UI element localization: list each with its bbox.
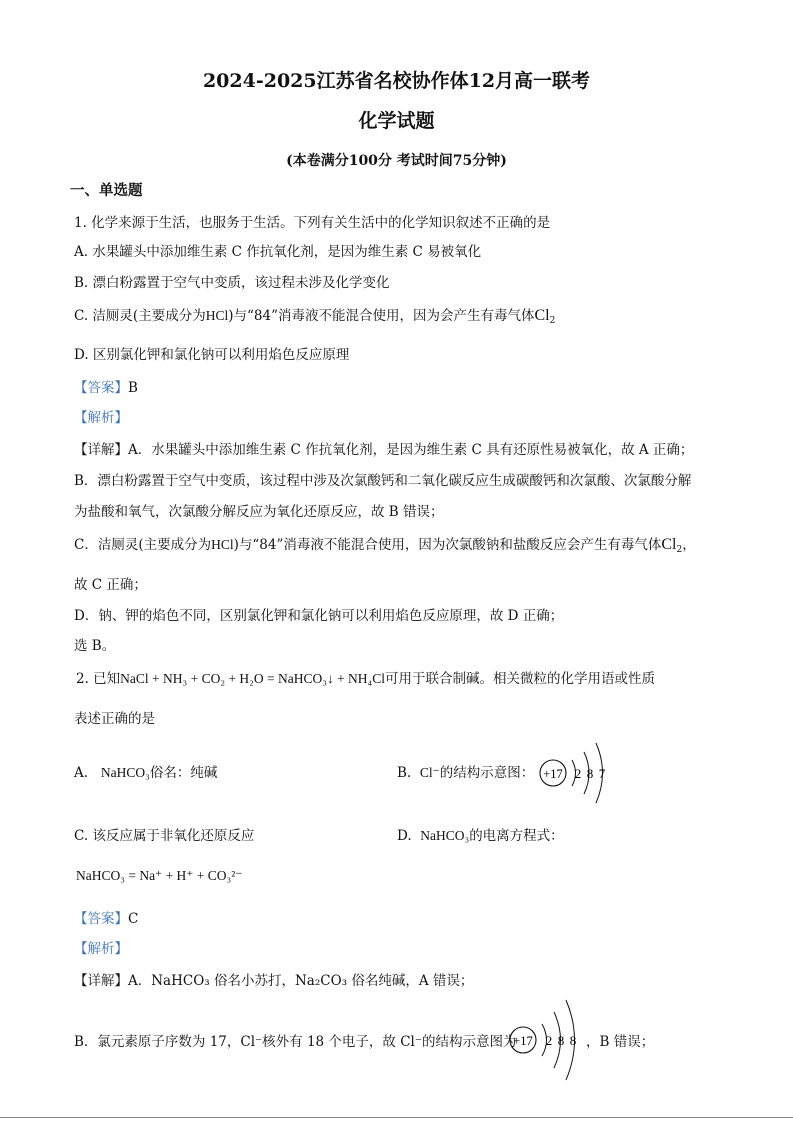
q2-analysis-label: 【解析】	[74, 941, 128, 957]
q2-b-ion: Cl⁻	[419, 765, 440, 780]
q2-d-equation: NaHCO₃ = Na⁺ + H⁺ + CO₃²⁻	[76, 868, 243, 883]
q1-stem: 1. 化学来源于生活，也服务于生活。下列有关生活中的化学知识叙述不正确的是	[74, 215, 551, 231]
detail-nucleus-charge: +17	[513, 1034, 533, 1048]
q2-option-c: C. 该反应属于非氧化还原反应	[74, 828, 255, 844]
q2-detail-b-post: ，B 错误；	[586, 1034, 655, 1050]
q2-b-text: 的结构示意图：	[439, 765, 535, 781]
q2-stem-pre: 2. 已知	[76, 671, 121, 687]
q1-detail-c-hcl: HCl	[211, 537, 234, 552]
shell-electrons-3: 7	[598, 766, 606, 781]
q2-detail-atom-diagram	[508, 996, 584, 1084]
q1-option-a: A. 水果罐头中添加维生素 C 作抗氧化剂，是因为维生素 C 易被氧化	[74, 244, 482, 260]
q1-detail-a: 【详解】A．水果罐头中添加维生素 C 作抗氧化剂，是因为维生素 C 具有还原性易被氧化，故 A 正确；	[74, 442, 694, 458]
q1-detail-d: D．钠、钾的焰色不同，区别氯化钾和氯化钠可以利用焰色反应原理，故 D 正确；	[74, 608, 564, 624]
q2-stem-2: 表述正确的是	[74, 711, 155, 727]
q2-d-formula: NaHCO₃	[420, 828, 470, 843]
q2-detail-b-pre: B．氯元素原子序数为 17，Cl⁻核外有 18 个电子，故 Cl⁻的结构示意图为	[74, 1034, 517, 1050]
q1-analysis-label: 【解析】	[74, 410, 128, 426]
q1-detail-c2: 故 C 正确；	[74, 577, 147, 593]
q2-stem	[76, 670, 655, 688]
q2-equation: NaCl + NH₃ + CO₂ + H₂O = NaHCO₃↓ + NH₄Cl	[120, 671, 386, 686]
q1-answer-value: B	[128, 380, 138, 396]
q2-answer-value: C	[128, 911, 139, 927]
q1-c-gas: Cl	[534, 307, 550, 324]
page-bottom-rule	[0, 1117, 793, 1118]
q1-detail-b1: B．漂白粉露置于空气中变质，该过程中涉及次氯酸钙和二氧化碳反应生成碳酸钙和次氯酸、次氯酸分解	[74, 473, 692, 489]
q1-choose: 选 B。	[74, 638, 116, 654]
q1-c-gas-sub: 2	[549, 316, 556, 326]
q2-stem-post: 可用于联合制碱。相关微粒的化学用语或性质	[385, 671, 656, 687]
q1-c-pre: C. 洁厕灵(主要成分为	[74, 308, 206, 324]
q1-answer	[74, 379, 138, 397]
q2-option-d	[397, 827, 564, 845]
q1-c-hcl: HCl	[205, 308, 229, 323]
q2-detail-a: 【详解】A．NaHCO₃ 俗名小苏打，Na₂CO₃ 俗名纯碱，A 错误；	[74, 973, 474, 989]
q2-answer-label: 【答案】	[74, 911, 128, 927]
q2-b-atom-diagram	[538, 740, 610, 806]
q2-d-text: 的电离方程式：	[469, 828, 564, 844]
q1-detail-b2: 为盐酸和氧气，次氯酸分解反应为氧化还原反应，故 B 错误；	[74, 504, 444, 520]
q2-option-a	[74, 764, 217, 782]
shell-electrons-1: 2	[574, 766, 582, 781]
q1-detail-c-end: ，	[682, 537, 696, 553]
q1-option-c	[74, 307, 555, 330]
q2-a-formula: NaHCO₃	[100, 765, 150, 780]
q1-option-b: B. 漂白粉露置于空气中变质，该过程未涉及化学变化	[74, 275, 390, 291]
section-heading: 一、单选题	[70, 182, 143, 199]
detail-shell-electrons-2: 8	[557, 1033, 565, 1048]
q2-b-label: B.	[397, 765, 412, 781]
q1-detail-c-mid: )与“84”消毒液不能混合使用，因为次氯酸钠和盐酸反应会产生有毒气体	[233, 537, 662, 553]
q2-a-label: A.	[74, 765, 89, 781]
q2-option-b	[397, 764, 534, 782]
detail-shell-electrons-3: 8	[569, 1033, 577, 1048]
q1-detail-c-pre: C．洁厕灵(主要成分为	[74, 537, 212, 553]
exam-subject: 化学试题	[358, 110, 435, 132]
shell-electrons-2: 8	[586, 766, 594, 781]
q1-detail-c	[74, 536, 696, 559]
q1-answer-label: 【答案】	[74, 380, 128, 396]
nucleus-charge: +17	[543, 767, 563, 781]
exam-note: (本卷满分100分 考试时间75分钟)	[286, 153, 507, 169]
q1-detail-c-gas: Cl	[661, 536, 677, 553]
exam-title: 2024-2025江苏省名校协作体12月高一联考	[202, 70, 591, 92]
q2-a-text: 俗名：纯碱	[149, 765, 218, 781]
q1-c-mid: )与“84”消毒液不能混合使用，因为会产生有毒气体	[228, 308, 535, 324]
q1-option-d: D. 区别氯化钾和氯化钠可以利用焰色反应原理	[74, 347, 350, 363]
q2-d-label: D.	[397, 828, 412, 844]
q1-detail-c-gas-sub: 2	[676, 545, 683, 555]
detail-shell-electrons-1: 2	[545, 1033, 553, 1048]
q2-answer	[74, 910, 138, 928]
